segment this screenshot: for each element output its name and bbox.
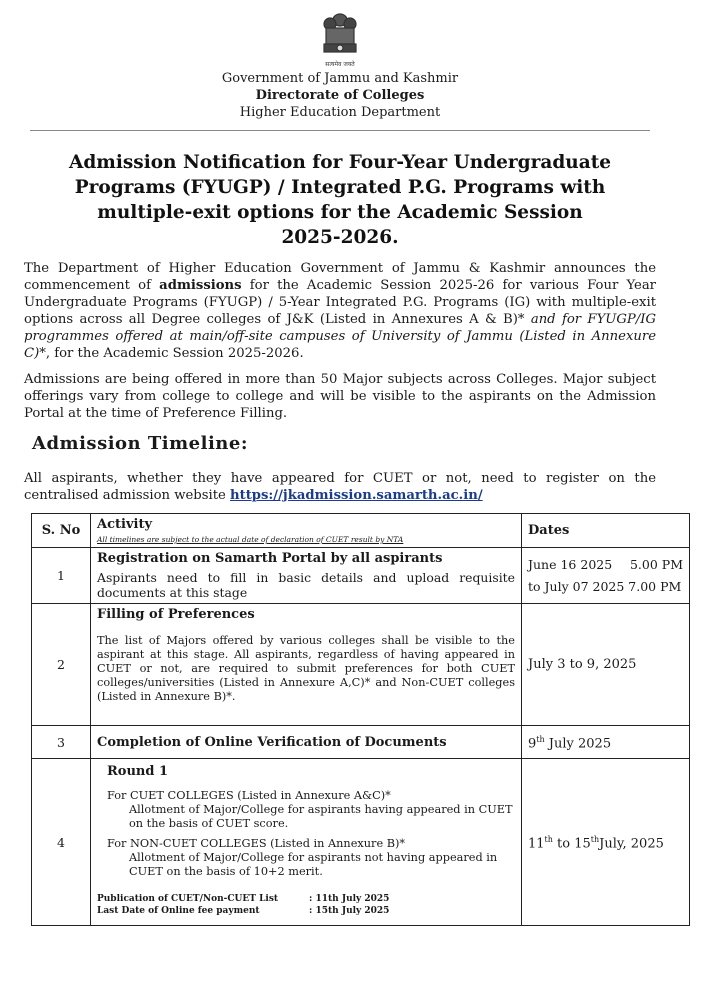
activity-title: Filling of Preferences (97, 607, 255, 622)
row-sno: 3 (32, 726, 91, 759)
title-line: Admission Notification for Four-Year Undergraduate (68, 152, 612, 173)
emblem-motto: सत्यमेव जयते (325, 61, 355, 68)
non-cuet-colleges-block: For NON-CUET COLLEGES (Listed in Annexure B)* Allotment of Major/College for aspirants not having appeared in CUET on the basis of 10+2 merit. (107, 837, 498, 879)
timeline-disclaimer: All timelines are subject to the actual date of declaration of CUET result by NTA (97, 535, 404, 544)
majors-paragraph: Admissions are being offered in more than 50 Major subjects across Colleges. Major subject offerings vary from college to college and will be visible to the aspirants on the Admission Portal at the time of Preference Filling. (24, 372, 656, 421)
university-annexure-note: and for FYUGP/IG programmes offered at main/off-site campuses of University of Jammu (Listed in Annexure C)* (24, 312, 656, 361)
activity-description: The list of Majors offered by various colleges shall be visible to the aspirant at this stage. All aspirants, regardless of having appeared in CUET or not, are required to submit preferences for both CUET colleges/universities (Listed in Annexure A,C)* and Non-CUET colleges (Listed in Annexure B)*. (97, 634, 515, 703)
row-sno: 1 (32, 548, 91, 604)
title-line: multiple-exit options for the Academic Session (97, 202, 583, 223)
intro-paragraph: The Department of Higher Education Government of Jammu & Kashmir announces the commencement of admissions for the Academic Session 2025-26 for various Four Year Undergraduate Programs (FYUGP) / 5-Year Integrated P.G. Programs (IG) with multiple-exit options across all Degree colleges of J&K (Listed in Annexures A & B)* and for FYUGP/IG programmes offered at main/off-site campuses of University of Jammu (Listed in Annexure C)*, for the Academic Session 2025-2026. (24, 261, 656, 361)
row-activity (91, 548, 522, 604)
header-sno: S. No (32, 514, 91, 548)
row-dates: June 16 2025 5.00 PM to July 07 2025 7.00 PM (522, 548, 690, 604)
activity-description: Aspirants need to fill in basic details and upload requisite documents at this stage (97, 570, 515, 600)
admission-timeline-table (31, 513, 690, 926)
row-dates: 11th to 15thJuly, 2025 (522, 759, 690, 926)
row-sno: 2 (32, 604, 91, 726)
row-activity (91, 726, 522, 759)
admission-portal-link[interactable]: https://jkadmission.samarth.ac.in/ (230, 488, 483, 503)
round-1-key-dates: Publication of CUET/Non-CUET List : 11th July 2025 Last Date of Online fee payment : 15th July 2025 (97, 894, 390, 917)
activity-title: Completion of Online Verification of Documents (97, 734, 447, 750)
national-emblem-icon (318, 10, 362, 64)
table-row (32, 759, 690, 926)
table-header-row (32, 514, 690, 548)
row-dates: 9th July 2025 (522, 726, 690, 759)
register-paragraph: All aspirants, whether they have appeared for CUET or not, need to register on the centralised admission website https://jkadmission.samarth.ac.in/ (24, 471, 656, 503)
department-name: Higher Education Department (239, 105, 441, 120)
admissions-emphasis: admissions (159, 278, 242, 293)
title-line: Programs (FYUGP) / Integrated P.G. Programs with (74, 177, 606, 198)
header-divider (30, 130, 650, 131)
row-activity (91, 604, 522, 726)
table-row (32, 548, 690, 604)
admission-timeline-heading: Admission Timeline: (32, 433, 248, 454)
table-row (32, 726, 690, 759)
row-dates: July 3 to 9, 2025 (522, 604, 690, 726)
activity-title: Registration on Samarth Portal by all aspirants (97, 551, 443, 566)
header-dates: Dates (522, 514, 690, 548)
title-line: 2025-2026. (281, 227, 399, 248)
notification-title (40, 150, 640, 250)
government-name: Government of Jammu and Kashmir (221, 71, 459, 86)
directorate-name: Directorate of Colleges (255, 88, 425, 103)
header-activity: Activity All timelines are subject to the actual date of declaration of CUET result by NTA (91, 514, 522, 548)
row-activity (91, 759, 522, 926)
table-row (32, 604, 690, 726)
row-sno: 4 (32, 759, 91, 926)
cuet-colleges-block: For CUET COLLEGES (Listed in Annexure A&C)* Allotment of Major/College for aspirants having appeared in CUET on the basis of CUET score. (107, 789, 513, 831)
round-title: Round 1 (107, 764, 169, 780)
